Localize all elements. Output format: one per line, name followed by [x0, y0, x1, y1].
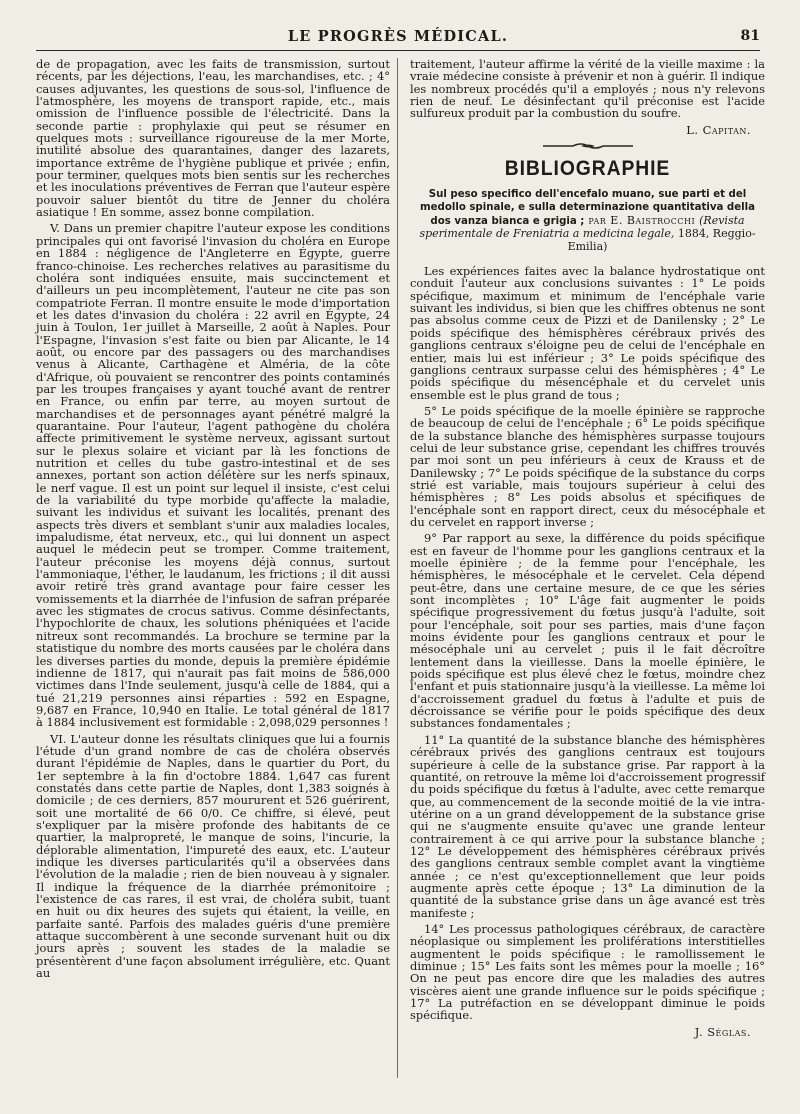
column-divider — [397, 58, 398, 1078]
reference-title: Sul peso specifico dell'encefalo muano, sue parti et del medollo spinale, e sulla determinazione quantitativa della dos vanza bianca e grigia ; — [420, 189, 755, 227]
review-paragraph-4: 11° La quantité de la substance blanche des hémisphères cérébraux privés des ganglions centraux est toujours supérieure à celle de la substance grise. Par rapport à la quantité, on retrouve la même loi d'accroissement progressif du poids spécifique du fœtus à l'adulte, avec cette remarque que, au commencement de la seconde moitié de la vie intra-utérine on a un grand développement de la substance grise qui ne s'augmente ensuite qu'avec une grande lenteur contrairement à ce qui arrive pour la substance blanche ; 12° Le développement des hémisphères cérébraux privés des ganglions centraux semble complet avant la vingtième année ; ce n'est qu'exceptionnellement que leur poids augmente après cette époque ; 13° La diminution de la quantité de la substance grise dans un âge avancé est très manifeste ; — [410, 732, 765, 920]
review-paragraph-1: Les expériences faites avec la balance hydrostatique ont conduit l'auteur aux conclusions suivantes : 1° Le poids spécifique, maximum et minimum de l'encéphale varie suivant les individus, si bien que les chiffres obtenus ne sont pas absolus comme ceux de Pizzi et de Danilensky ; 2° Le poids spécifique des hémisphères cérébraux privés des ganglions centraux s'éloigne peu de celui de l'encéphale en entier, mais lui est inférieur ; 3° Le poids spécifique des ganglions centraux surpasse celui des hémisphères ; 4° Le poids spécifique du mésencéphale et du cervelet unis ensemble est le plus grand de tous ; — [410, 264, 765, 402]
right-paragraph-continuation: traitement, l'auteur affirme la vérité de la vieille maxime : la vraie médecine consiste à prévenir et non à guérir. Il indique les nombreux procédés qu'il a employés ; nous n'y relevons rien de neuf. Le désinfectant qu'il préconise est l'acide sulfureux produit par la combustion du soufre. — [410, 57, 765, 121]
signature-seglas: J. Séglas. — [694, 1024, 751, 1039]
signature-capitan: L. Capitan. — [686, 122, 751, 137]
running-title: LE PROGRÈS MÉDICAL. — [287, 28, 509, 45]
left-paragraph-section-v: V. Dans un premier chapitre l'auteur expose les conditions principales qui ont favorisé l'invasion du choléra en Europe en 1884 : négligence de l'Angleterre en Égypte, guerre franco-chinoise. Les recherches relatives au parasitisme du choléra sont indiquées ensuite, mais succinctement et d'ailleurs un peu incomplètement, l'auteur ne cite pas son compatriote Ferran. Il montre ensuite le mode d'importation et les dates d'invasion du choléra : 22 avril en Égypte, 24 juin à Toulon, 1er juillet à Marseille, 2 août à Naples. Pour l'Espagne, l'invasion s'est faite ou bien par Alicante, le 14 août, ou encore par des passagers ou des marchandises venus à Alicante, Carthagène et Alméria, de la côte d'Afrique, où pouvaient se rencontrer des points contaminés par les troupes françaises y ayant touché avant de rentrer en France, ou enfin par terre, au moyen surtout de marchandises et de personnages ayant pénétré malgré la quarantaine. Pour l'auteur, l'agent pathogène du choléra affecte primitivement le système nerveux, agissant surtout sur le plexus solaire et viciant par là les fonctions de nutrition et celles du tube gastro-intestinal et de ses annexes, portant son action délétère sur les nerfs spinaux, le nerf vague. Il est un point sur lequel il insiste, c'est celui de la variabilité du type morbide qu'affecte la maladie, suivant les individus et suivant les localités, prenant des aspects très divers et semblant s'unir aux maladies locales, impaludisme, état nerveux, etc., qui lui donnent un aspect auquel le médecin peut se tromper. Comme traitement, l'auteur préconise les moyens déjà connus, surtout l'ammoniaque, l'éther, le laudanum, les frictions ; il dit aussi avoir retiré très grand avantage pour faire cesser les vomissements et la diarrhée de l'infusion de safran préparée avec les stigmates de crocus sativus. Comme désinfectants, l'hypochlorite de chaux, les solutions phéniquées et l'acide nitreux sont recommandés. La brochure se termine par la statistique du nombre des morts causées par le choléra dans les diverses parties du monde, depuis la première épidémie indienne de 1817, qui n'aurait pas fait moins de 586,000 victimes dans l'Inde seulement, jusqu'à celle de 1884, qui a tué 21,219 personnes ainsi réparties : 592 en Espagne, 9,687 en France, 10,940 en Italie. Le total général de 1817 à 1884 inclusivement est formidable : 2,098,029 personnes ! — [36, 221, 390, 730]
reference-journal: (Revista sperimentale de Freniatria a medicina legale, — [419, 213, 745, 241]
section-heading-bibliographie: BIBLIOGRAPHIE — [504, 157, 671, 181]
bibliographic-reference — [410, 188, 765, 253]
review-paragraph-3: 9° Par rapport au sexe, la différence du poids spécifique est en faveur de l'homme pour les ganglions centraux et la moelle épinière ; de la femme pour l'encéphale, les hémisphères, le mésocéphale et le cervelet. Cela dépend peut-être, dans une certaine mesure, de ce que les séries sont incomplètes ; 10° L'âge fait augmenter le poids spécifique progressivement du fœtus jusqu'à l'adulte, soit pour l'encéphale, soit pour ses parties, mais d'une façon moins évidente pour les ganglions centraux et pour le mésocéphale uni au cervelet ; puis il le fait décroître lentement dans la vieillesse. Dans la moelle épinière, le poids spécifique est plus élevé chez le fœtus, moindre chez l'enfant et puis stationnaire jusqu'à la vieillesse. La même loi d'accroissement graduel du fœtus à l'adulte et puis de décroissance se vérifie pour le poids spécifique des deux substances fondamentales ; — [410, 531, 765, 731]
right-column — [410, 58, 765, 1044]
reference-author: par E. Baistrocchi — [584, 213, 700, 227]
reference-details: 1884, Reggio-Emilia) — [567, 227, 756, 253]
review-paragraph-5: 14° Les processus pathologiques cérébraux, de caractère néoplasique ou simplement les proliférations interstitielles augmentent le poids spécifique : le ramollissement le diminue ; 15° Les faits sont les mêmes pour la moelle ; 16° On ne peut pas encore dire que les maladies des autres viscères aient une grande influence sur le poids spécifique ; 17° La putréfaction en se développant diminue le poids spécifique. — [410, 921, 765, 1023]
left-paragraph-continuation: de de propagation, avec les faits de transmission, surtout récents, par les déjections, l'eau, les marchandises, etc. ; 4° causes adjuvantes, les questions de sous-sol, l'influence de l'atmosphère, les moyens de transport rapide, etc., mais omission de l'influence possible de l'électricité. Dans la seconde partie : prophylaxie qui peut se résumer en quelques mots : surveillance rigoureuse de la mer Morte, inutilité absolue des quarantaines, danger des lazarets, importance extrême de l'hygiène publique et privée ; enfin, pour terminer, quelques mots bien sentis sur les recherches et les inoculations préventives de Ferran que l'auteur espère pouvoir saluer bientôt du titre de Jenner du choléra asiatique ! En somme, assez bonne compilation. — [36, 57, 390, 220]
running-header — [36, 22, 760, 51]
page-number: 81 — [740, 28, 760, 44]
divider-ornament-icon — [543, 142, 633, 150]
review-paragraph-2: 5° Le poids spécifique de la moelle épinière se rapproche de beaucoup de celui de l'encéphale ; 6° Le poids spécifique de la substance blanche des hémisphères surpasse toujours celui de leur substance grise, cependant les chiffres trouvés par moi sont un peu inférieurs à ceux de Krauss et de Danilewsky ; 7° Le poids spécifique de la substance du corps strié est variable, mais toujours supérieur à celui des hémisphères ; 8° Les poids absolus et spécifiques de l'encéphale sont en rapport direct, ceux du mésocéphale et du cervelet en rapport inverse ; — [410, 403, 765, 529]
left-column — [36, 58, 390, 983]
left-paragraph-section-vi: VI. L'auteur donne les résultats cliniques que lui a fournis l'étude d'un grand nombre de cas de choléra observés durant l'épidémie de Naples, dans le quartier du Port, du 1er septembre à la fin d'octobre 1884. 1,647 cas furent constatés dans cette partie de Naples, dont 1,383 soignés à domicile ; de ces derniers, 857 moururent et 526 guérirent, soit une mortalité de 66 0/0. Ce chiffre, si élevé, peut s'expliquer par la misère profonde des habitants de ce quartier, la malpropreté, le manque de soins, l'incurie, la déplorable alimentation, l'impureté des eaux, etc. L'auteur indique les diverses particularités qu'il a observées dans l'évolution de la maladie ; rien de bien nouveau à y signaler. Il indique la fréquence de la diarrhée prémonitoire ; l'existence de cas rares, il est vrai, de choléra subit, tuant en huit ou dix heures des sujets qui étaient, la veille, en parfaite santé. Parfois des malades guéris d'une première attaque succombèrent à une seconde survenant huit ou dix jours après ; souvent les stades de la maladie se présentèrent d'une façon absolument irrégulière, etc. Quant au — [36, 731, 390, 981]
